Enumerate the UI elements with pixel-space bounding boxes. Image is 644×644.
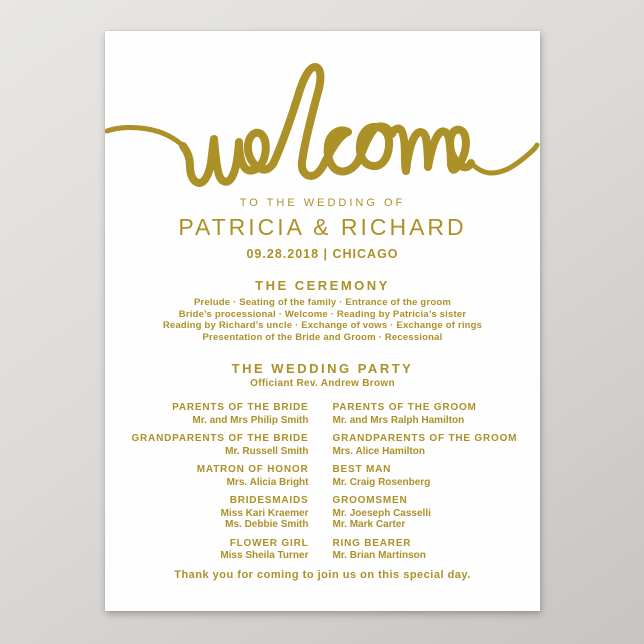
- party-role-title: FLOWER GIRL: [229, 537, 309, 549]
- party-cell-right: [323, 495, 541, 531]
- party-cell-left: [105, 402, 323, 426]
- ceremony-line: Bride’s processional · Welcome · Reading by Patricia’s sister: [178, 308, 467, 320]
- welcome-word-stroke: [183, 67, 471, 183]
- left-flourish-stroke: [107, 128, 183, 146]
- party-cell-left: [105, 433, 323, 457]
- party-cell-right: [323, 433, 541, 457]
- party-member-name: Mr. Brian Martinson: [332, 550, 426, 561]
- party-member-name: Mr. and Mrs Philip Smith: [192, 414, 309, 426]
- right-flourish-stroke: [471, 145, 537, 173]
- party-cell-right: [323, 402, 541, 426]
- party-role-title: PARENTS OF THE BRIDE: [172, 402, 309, 413]
- party-member-name: Mr. Mark Carter: [332, 519, 406, 530]
- party-role-title: GRANDPARENTS OF THE BRIDE: [131, 433, 309, 444]
- ceremony-line: Prelude · Seating of the family · Entrance of the groom: [194, 297, 451, 308]
- ceremony-line: Presentation of the Bride and Groom · Recessional: [202, 331, 443, 343]
- welcome-script-headline: [105, 55, 540, 195]
- party-member-name: Miss Kari Kraemer: [220, 507, 309, 519]
- party-member-name: Mrs. Alice Hamilton: [332, 445, 425, 457]
- party-row: [105, 402, 540, 426]
- party-role-title: BRIDESMAIDS: [229, 495, 309, 506]
- party-member-name: Mr. and Mrs Ralph Hamilton: [332, 414, 465, 426]
- party-role-title: RING BEARER: [332, 537, 412, 549]
- party-cell-left: [105, 495, 323, 531]
- party-member-name: Miss Sheila Turner: [220, 550, 309, 561]
- party-member-name: Mr. Craig Rosenberg: [332, 476, 431, 488]
- party-row: [105, 464, 540, 488]
- party-role-title: BEST MAN: [332, 464, 392, 475]
- party-cell-left: [105, 538, 323, 562]
- wedding-program-poster: [105, 31, 540, 611]
- party-role-title: GRANDPARENTS OF THE GROOM: [332, 433, 518, 444]
- ceremony-program-lines: [105, 297, 540, 343]
- wedding-party-heading: THE WEDDING PARTY: [231, 361, 414, 376]
- wedding-party-grid: [105, 402, 540, 569]
- party-member-name: Mrs. Alicia Bright: [226, 476, 309, 488]
- officiant-line: Officiant Rev. Andrew Brown: [250, 378, 395, 389]
- party-row: [105, 433, 540, 457]
- couple-names: PATRICIA & RICHARD: [178, 214, 467, 240]
- party-cell-left: [105, 464, 323, 488]
- party-row: [105, 538, 540, 562]
- intro-line: TO THE WEDDING OF: [239, 197, 406, 209]
- party-cell-right: [323, 464, 541, 488]
- party-role-title: PARENTS OF THE GROOM: [332, 402, 477, 413]
- party-member-name: Mr. Joeseph Casselli: [332, 507, 431, 519]
- party-member-name: Ms. Debbie Smith: [225, 519, 309, 530]
- party-role-title: MATRON OF HONOR: [196, 464, 309, 475]
- party-cell-right: [323, 538, 541, 562]
- party-role-title: GROOMSMEN: [332, 495, 408, 506]
- thank-you-line: Thank you for coming to join us on this special day.: [174, 569, 471, 581]
- ceremony-heading: THE CEREMONY: [255, 278, 390, 293]
- ceremony-line: Reading by Richard’s uncle · Exchange of vows · Exchange of rings: [162, 320, 483, 331]
- party-member-name: Mr. Russell Smith: [225, 445, 309, 457]
- party-row: [105, 495, 540, 531]
- date-location-line: 09.28.2018 | CHICAGO: [246, 247, 399, 261]
